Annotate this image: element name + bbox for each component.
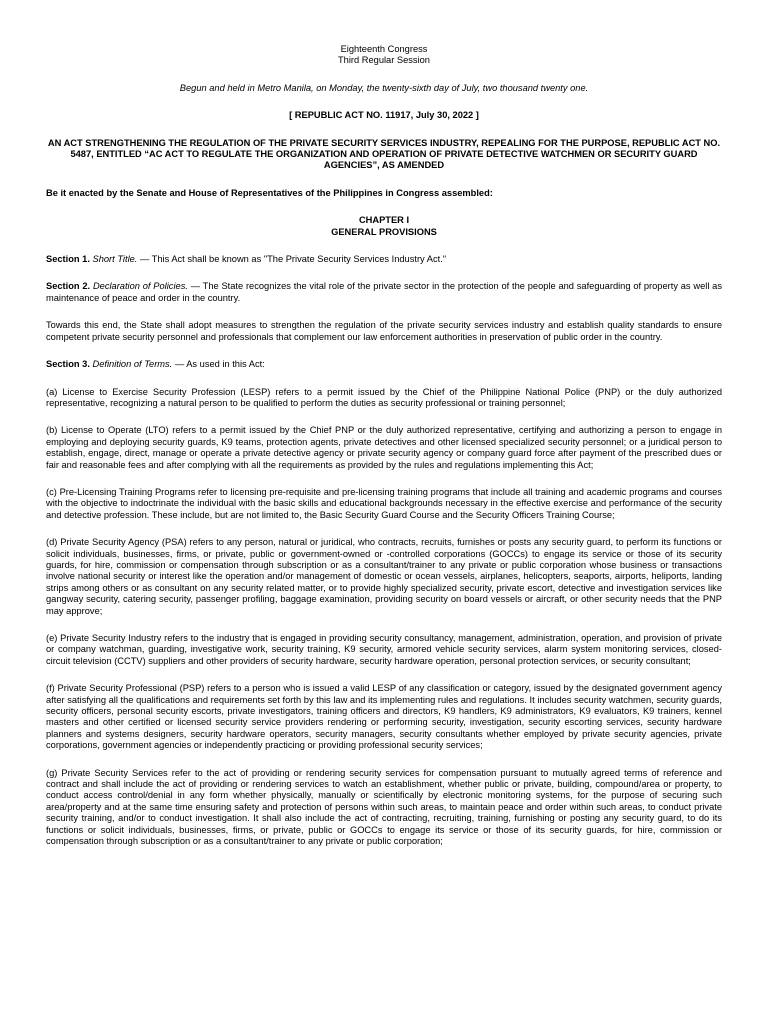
section-2-text: — The State recognizes the vital role of the private sector in the protection of the people and safeguarding of property as well as maintenance of peace and order in the country. [46, 281, 722, 303]
definition-f: (f) Private Security Professional (PSP) refers to a person who is issued a valid LESP of any classification or category, issued by the designated government agency after satisfying all the qualifications and requirements set forth by this law and its implementing rules and regulations. It includes security watchmen, security guards, security officers, personal security escorts, private investigators, training officers and directors, K9 handlers, K9 administrators, K9 evaluators, K9 trainers, kennel masters and other certified or licensed security service providers rendering or performing security, investigation, security escorting services, security hardware planners and systems designers, security hardware operators, security managers, security consultants whether employed by private security agencies, private corporations, government agencies or independently practicing or providing professional security services; [46, 683, 722, 751]
section-2-number: Section 2. [46, 281, 91, 292]
congress-line: Eighteenth Congress [340, 44, 428, 54]
definition-a: (a) License to Exercise Security Profession (LESP) refers to a permit issued by the Chief of the Philippine National Police (PNP) or the duly authorized representative, recognizing a natural person to be qualified to perform the duties as security professional or training personnel; [46, 386, 722, 408]
section-3-text: — As used in this Act: [172, 359, 265, 370]
enacting-clause: Be it enacted by the Senate and House of Representatives of the Philippines in Congress assembled: [46, 187, 493, 198]
chapter-title: GENERAL PROVISIONS [331, 226, 437, 237]
section-2-title: Declaration of Policies. [92, 281, 188, 292]
definition-g: (g) Private Security Services refer to the act of providing or rendering security services for compensation pursuant to mutually agreed terms of reference and contract and shall include the act of providing or rendering services to watch an establishment, whether public or private, building, compound/area or property, to conduct access control/denial in any form whether physically, manually or scientifically by electronic monitoring systems, for the purpose of securing such area/property and at the same time ensuring safety and protection of persons within such areas, to maintain peace and order within such areas, to conduct private security training, and/or to conduct investigation. It shall also include the act of contracting, recruiting, training, furnishing or posting any security guard, to do its functions or solicit individuals, businesses, firms, or private, public or GOCCs to engage its service or those of its security guards, for hire, commission or compensation through subscription or as a consultant/trainer to any private or public corporation; [46, 767, 722, 847]
section-1 [46, 254, 722, 265]
definition-d: (d) Private Security Agency (PSA) refers to any person, natural or juridical, who contracts, recruits, furnishes or posts any security guard, to perform its functions or solicit individuals, businesses, firms, or private, public or government-owned or -controlled corporations (GOCCs) to engage its service or those of its security guards, for hire, commission or compensation through subscription or as a consultant/trainer to any private or public corporation whose business or transactions involve national security or interest like the operation and/or management of domestic or ocean vessels, airplanes, helicopters, seaports, airports, heliports, landing strips among others or as consultant on any security related matter, or to provide highly specialized security, private escort, detective and investigation services like gangway security, catering security, passenger profiling, baggage examination, providing security on board vessels or aircraft, or other security needs that the PNP may approve; [46, 537, 722, 616]
act-title: AN ACT STRENGTHENING THE REGULATION OF THE PRIVATE SECURITY SERVICES INDUSTRY, REPEALING FOR THE PURPOSE, REPUBLIC ACT NO. 5487, ENTITLED “AC ACT TO REGULATE THE ORGANIZATION AND OPERATION OF PRIVATE DETECTIVE WATCHMEN OR SECURITY GUARD AGENCIES”, AS AMENDED [47, 137, 721, 171]
chapter-heading [46, 215, 722, 238]
section-2-paragraph: Towards this end, the State shall adopt measures to strengthen the regulation of the private security services industry and establish quality standards to ensure competent private security personnel and professionals that complement our law enforcement authorities in preservation of public order in the country. [46, 320, 722, 342]
chapter-number: CHAPTER I [358, 215, 410, 226]
header-block [46, 44, 722, 67]
begun-line: Begun and held in Metro Manila, on Monday, the twenty-sixth day of July, two thousand twenty one. [179, 82, 589, 93]
section-1-title: Short Title. [92, 254, 138, 265]
definition-b: (b) License to Operate (LTO) refers to a permit issued by the Chief PNP or the duly authorized representative, certifying and authorizing a person to engage in employing and deploying security guards, K9 teams, protection agents, private detectives and other licensed specialized security personnel; or a juridical person to establish, engage, direct, manage or operate a private detective agency or private security agency or company guard force after payment of the prescribed dues or fair and reasonable fees and after complying with all the requirements as provided by the rules and regulations implementing this Act; [46, 425, 722, 470]
definition-c: (c) Pre-Licensing Training Programs refer to licensing pre-requisite and pre-licensing training programs that include all training and academic programs and courses with the objective to indoctrinate the individual with the basic skills and educational backgrounds necessary in the effective exercise and performance of the security and detective profession. These include, but are not limited to, the Basic Security Guard Course and the Security Officers Training Course; [46, 486, 722, 520]
section-1-number: Section 1. [46, 254, 90, 265]
section-3-number: Section 3. [46, 359, 90, 370]
definition-e: (e) Private Security Industry refers to the industry that is engaged in providing security consultancy, management, administration, operation, and provision of private or company watchman, guarding, investigative work, security training, K9 security, armored vehicle security services, alarm system monitoring services, closed-circuit television (CCTV) suppliers and other providers of security hardware, security hardware operation, personal protection services, or security consultant; [46, 633, 722, 666]
section-1-text: — This Act shall be known as "The Private Security Services Industry Act." [137, 254, 447, 265]
section-3 [46, 359, 722, 370]
section-3-title: Definition of Terms. [92, 359, 173, 370]
act-number: [ REPUBLIC ACT NO. 11917, July 30, 2022 ] [289, 110, 479, 121]
session-line: Third Regular Session [338, 55, 430, 66]
section-2 [46, 281, 722, 304]
